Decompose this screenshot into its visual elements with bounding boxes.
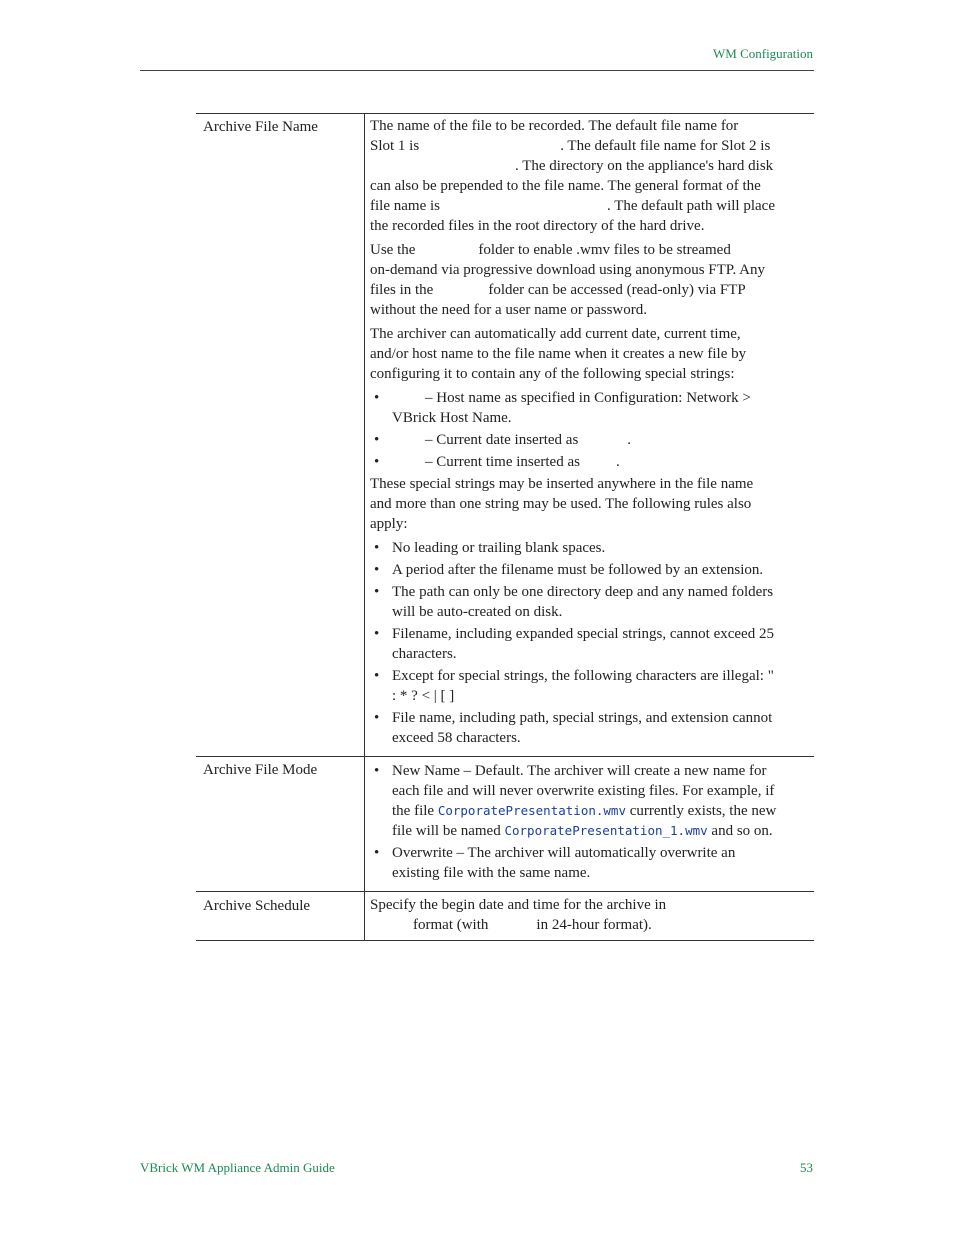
file-mode-list <box>370 761 810 883</box>
running-header: WM Configuration <box>712 46 813 61</box>
special-strings-list <box>370 388 810 472</box>
text-line: These special strings may be inserted anywhere in the file name <box>370 476 754 492</box>
text-line: files in the folder can be accessed (read-only) via FTP <box>370 282 746 298</box>
code-filename: CorporatePresentation.wmv <box>437 803 626 818</box>
list-item: • – Current date inserted as . <box>370 430 810 450</box>
text-line: apply: <box>370 516 408 532</box>
text-line: on-demand via progressive download using anonymous FTP. Any <box>370 262 765 278</box>
text-line: without the need for a user name or password. <box>370 302 648 318</box>
table-row <box>196 114 814 757</box>
paragraph <box>370 240 810 320</box>
text-line: Specify the begin date and time for the archive in <box>370 897 667 913</box>
list-item: • A period after the filename must be followed by an extension. <box>370 560 810 580</box>
table-row <box>196 757 814 892</box>
row-description <box>365 757 814 891</box>
row-description <box>365 114 814 756</box>
text-line: The name of the file to be recorded. The default file name for <box>370 118 739 134</box>
row-description <box>365 892 814 940</box>
list-item: • – Current time inserted as . <box>370 452 810 472</box>
text-line: format (with in 24-hour format). <box>413 917 652 933</box>
text-line: can also be prepended to the file name. The general format of the <box>370 178 761 194</box>
parameter-table <box>196 113 814 941</box>
text-line: Use the folder to enable .wmv files to be streamed <box>370 242 731 258</box>
rules-list <box>370 538 810 748</box>
text-line: and more than one string may be used. The following rules also <box>370 496 752 512</box>
list-item: • The path can only be one directory deep and any named folders will be auto-created on disk. <box>370 582 810 622</box>
paragraph <box>370 116 810 236</box>
footer-title: VBrick WM Appliance Admin Guide <box>140 1160 335 1175</box>
row-label: Archive Schedule <box>196 892 365 940</box>
list-item: • Overwrite – The archiver will automatically overwrite an existing file with the same name. <box>370 843 810 883</box>
text-line: the recorded files in the root directory of the hard drive. <box>370 218 705 234</box>
row-label: Archive File Mode <box>196 757 365 891</box>
list-item: • No leading or trailing blank spaces. <box>370 538 810 558</box>
list-item: • Except for special strings, the following characters are illegal: " : * ? < | [ ] <box>370 666 810 706</box>
header-rule <box>140 70 814 71</box>
paragraph <box>370 474 810 534</box>
text-line: and/or host name to the file name when it creates a new file by <box>370 346 747 362</box>
text-line: file name is . The default path will place <box>370 198 775 214</box>
list-item: • New Name – Default. The archiver will create a new name for each file and will never overwrite existing files. For example, if the file CorporatePresentation.wmv currently exists, the new file will be named CorporatePresentation_1.wmv and so on. <box>370 761 810 841</box>
code-filename: CorporatePresentation_1.wmv <box>504 823 708 838</box>
table-row <box>196 892 814 941</box>
text-line: The archiver can automatically add current date, current time, <box>370 326 741 342</box>
row-label: Archive File Name <box>196 114 365 756</box>
list-item: • – Host name as specified in Configuration: Network > VBrick Host Name. <box>370 388 810 428</box>
text-line: Slot 1 is . The default file name for Slot 2 is <box>370 138 771 154</box>
text-line: configuring it to contain any of the following special strings: <box>370 366 735 382</box>
text-line: . The directory on the appliance's hard disk <box>515 158 774 174</box>
list-item: • Filename, including expanded special strings, cannot exceed 25 characters. <box>370 624 810 664</box>
page-number: 53 <box>800 1160 813 1175</box>
list-item: • File name, including path, special strings, and extension cannot exceed 58 characters. <box>370 708 810 748</box>
paragraph <box>370 324 810 384</box>
